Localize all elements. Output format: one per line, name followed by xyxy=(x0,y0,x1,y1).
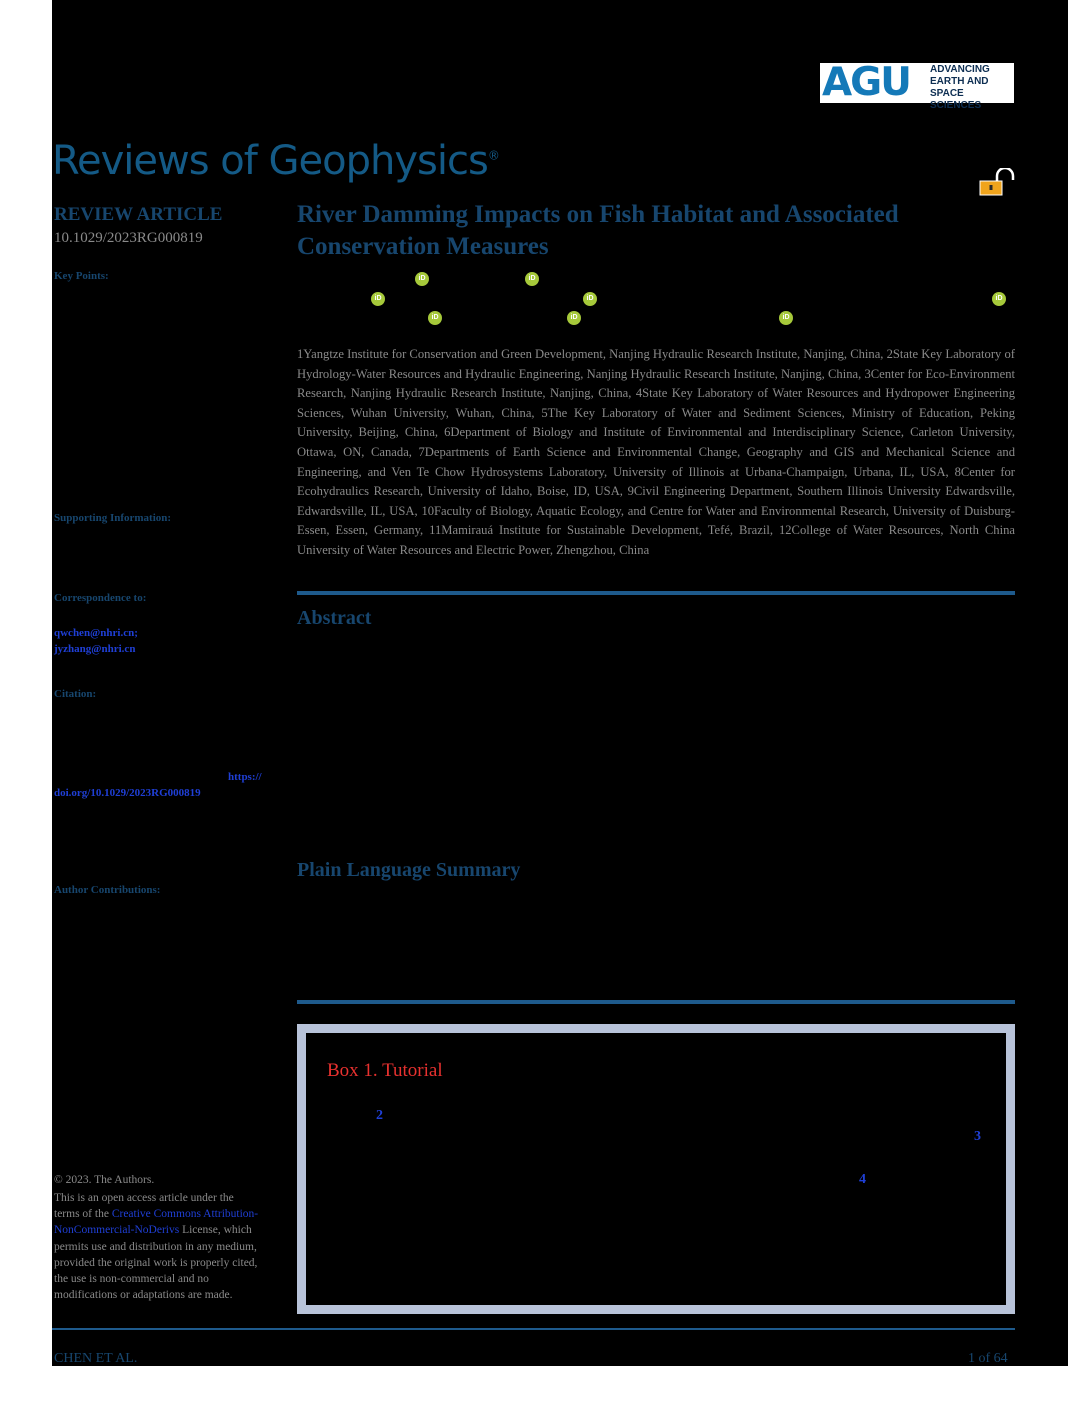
article-type: REVIEW ARTICLE xyxy=(54,204,223,225)
email-link[interactable]: jyzhang@nhri.cn xyxy=(54,643,136,655)
abstract-heading: Abstract xyxy=(297,607,372,629)
orcid-icon[interactable]: iD xyxy=(415,272,429,286)
orcid-icon[interactable]: iD xyxy=(428,311,442,325)
footer-page-number: 1 of 64 xyxy=(968,1351,1008,1366)
footer-divider xyxy=(52,1328,1015,1330)
agu-tagline-line: EARTH AND xyxy=(930,76,989,87)
license-text: This is an open access article under the terms of the Creative Commons Attribution-NonCommercial-NoDerivs License, which permits use and distribution in any medium, provided the original work is properly cited, the use is non-commercial and no modifications or adaptations are made. xyxy=(54,1192,259,1302)
author-contributions-label: Author Contributions: xyxy=(54,884,161,896)
article-title-line: Conservation Measures xyxy=(297,233,549,260)
email-link[interactable]: qwchen@nhri.cn; xyxy=(54,627,138,639)
orcid-icon[interactable]: iD xyxy=(371,292,385,306)
plain-language-summary-heading: Plain Language Summary xyxy=(297,859,521,881)
section-divider xyxy=(297,1000,1015,1004)
agu-logo-letters: AGU xyxy=(822,60,910,105)
article-title-line: River Damming Impacts on Fish Habitat and Associated xyxy=(297,201,899,228)
citation-label: Citation: xyxy=(54,688,97,700)
orcid-icon[interactable]: iD xyxy=(583,292,597,306)
license-link[interactable]: Creative Commons Attribution-NonCommercial-NoDerivs xyxy=(54,1208,259,1237)
supporting-information-label: Supporting Information: xyxy=(54,512,172,524)
correspondence-label: Correspondence to: xyxy=(54,592,147,604)
orcid-icon[interactable]: iD xyxy=(525,272,539,286)
orcid-icon[interactable]: iD xyxy=(779,311,793,325)
agu-logo xyxy=(820,60,1014,111)
citation-doi-link[interactable]: https:// xyxy=(228,771,262,783)
footer-authors: CHEN ET AL. xyxy=(54,1351,138,1366)
journal-title: Reviews of Geophysics® xyxy=(52,138,499,184)
section-divider xyxy=(297,591,1015,595)
orcid-icon[interactable]: iD xyxy=(992,292,1006,306)
reference-link[interactable]: 4 xyxy=(859,1172,866,1187)
doi: 10.1029/2023RG000819 xyxy=(54,230,203,246)
affiliations: 1Yangtze Institute for Conservation and Green Development, Nanjing Hydraulic Research Institute, Nanjing, China, 2State Key Laboratory of Hydrology-Water Resources and Hydraulic Engineering, Nanjing Hydraulic Research Institute, Nanjing, China, 3Center for Eco-Environment Research, Nanjing Hydraulic Research Institute, Nanjing, China, 4State Key Laboratory of Water Resources and Hydropower Engineering Sciences, Wuhan University, Wuhan, China, 5The Key Laboratory of Water and Sediment Sciences, Ministry of Education, Peking University, Beijing, China, 6Department of Biology and Institute of Environmental and Interdisciplinary Science, Carleton University, Ottawa, ON, Canada, 7Departments of Earth Science and Environmental Change, Geography and GIS and Mechanical Science and Engineering, and Ven Te Chow Hydrosystems Laboratory, University of Illinois at Urbana-Champaign, Urbana, IL, USA, 8Center for Ecohydraulics Research, University of Idaho, Boise, ID, USA, 9Civil Engineering Department, Southern Illinois University Edwardsville, Edwardsville, IL, USA, 10Faculty of Biology, Aquatic Ecology, and Centre for Water and Environmental Research, University of Duisburg-Essen, Essen, Germany, 11Mamirauá Institute for Sustainable Development, Tefé, Brazil, 12College of Water Resources, North China University of Water Resources and Electric Power, Zhengzhou, China xyxy=(297,347,1015,557)
open-access-lock-icon xyxy=(979,168,1015,196)
tutorial-box xyxy=(297,1024,1015,1314)
registered-mark: ® xyxy=(487,148,499,163)
reference-link[interactable]: 3 xyxy=(974,1129,981,1144)
reference-link[interactable]: 2 xyxy=(376,1108,383,1123)
agu-tagline-line: SPACE SCIENCES xyxy=(930,88,982,111)
article-title xyxy=(297,199,899,263)
key-points-label: Key Points: xyxy=(54,270,109,282)
copyright: © 2023. The Authors. xyxy=(54,1174,155,1186)
citation-doi-link[interactable]: doi.org/10.1029/2023RG000819 xyxy=(54,787,201,799)
agu-tagline-line: ADVANCING xyxy=(930,64,990,75)
box-title: Box 1. Tutorial xyxy=(327,1060,443,1081)
orcid-icon[interactable]: iD xyxy=(567,311,581,325)
